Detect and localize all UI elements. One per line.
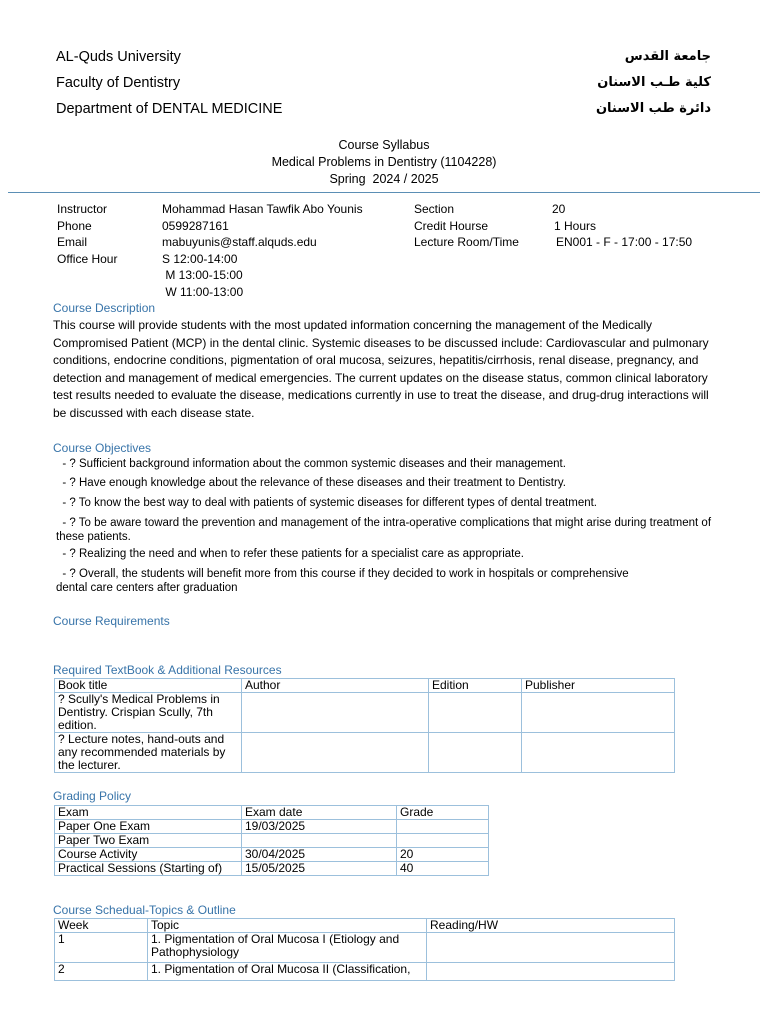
exam-date-cell: 19/03/2025 <box>242 820 397 834</box>
week-cell: 2 <box>55 963 148 981</box>
table-header-row <box>55 679 675 693</box>
table-row <box>55 733 675 773</box>
table-row <box>55 820 489 834</box>
objective-item: - ? To be aware toward the prevention and management of the intra-operative complications that might arise during treatment of these patients. <box>56 517 715 543</box>
room-value: EN001 - F - 17:00 - 17:50 <box>556 235 693 249</box>
col-grade: Grade <box>397 806 489 820</box>
info-values-right <box>552 201 692 251</box>
grade-cell <box>397 820 489 834</box>
grade-cell: 20 <box>397 848 489 862</box>
table-row <box>55 933 675 963</box>
col-publisher: Publisher <box>522 679 675 693</box>
objective-item: - ? Realizing the need and when to refer these patients for a specialist care as appropriate. <box>56 548 524 560</box>
exam-cell: Course Activity <box>55 848 242 862</box>
col-topic: Topic <box>148 919 427 933</box>
room-label: Lecture Room/Time <box>414 235 519 249</box>
col-edition: Edition <box>429 679 522 693</box>
exam-date-cell <box>242 834 397 848</box>
faculty-name-ar: كلية طـب الاسنان <box>597 75 711 90</box>
table-row <box>55 963 675 981</box>
phone-label: Phone <box>57 218 92 233</box>
grading-table <box>54 805 489 876</box>
col-exam-date: Exam date <box>242 806 397 820</box>
info-values-left <box>162 201 363 300</box>
textbook-table <box>54 678 675 773</box>
phone-value: 0599287161 <box>162 218 229 233</box>
objective-item: - ? To know the best way to deal with patients of systemic diseases for different types of dental treatment. <box>56 497 597 509</box>
reading-cell <box>427 963 675 981</box>
grading-heading: Grading Policy <box>53 789 132 803</box>
exam-date-cell: 15/05/2025 <box>242 862 397 876</box>
edition-cell <box>429 693 522 733</box>
publisher-cell <box>522 733 675 773</box>
info-labels-right <box>414 201 519 251</box>
office-hour-2: M 13:00-15:00 <box>162 268 243 282</box>
objective-item: - ? Sufficient background information about the common systemic diseases and their management. <box>56 458 566 470</box>
objective-item: - ? Overall, the students will benefit more from this course if they decided to work in hospitals or comprehensive dental care centers after graduation <box>56 568 632 594</box>
table-row <box>55 693 675 733</box>
instructor-value: Mohammad Hasan Tawfik Abo Younis <box>162 202 363 216</box>
course-title: Medical Problems in Dentistry (1104228) <box>271 155 497 169</box>
topic-cell: 1. Pigmentation of Oral Mucosa II (Classification, <box>148 963 427 981</box>
col-exam: Exam <box>55 806 242 820</box>
header-divider <box>8 192 760 193</box>
credit-value: 1 Hours <box>554 218 597 233</box>
university-name: AL-Quds University <box>56 49 181 65</box>
reading-cell <box>427 933 675 963</box>
book-title-cell: ? Lecture notes, hand-outs and any recommended materials by the lecturer. <box>55 733 242 773</box>
title-line-1: Course Syllabus <box>338 138 430 152</box>
col-author: Author <box>242 679 429 693</box>
syllabus-title <box>0 137 768 188</box>
description-heading: Course Description <box>53 301 156 315</box>
office-hour-1: S 12:00-14:00 <box>162 251 238 266</box>
objectives-heading: Course Objectives <box>53 441 152 455</box>
topic-cell: 1. Pigmentation of Oral Mucosa I (Etiology and Pathophysiology <box>148 933 427 963</box>
col-reading: Reading/HW <box>427 919 675 933</box>
exam-cell: Practical Sessions (Starting of) <box>55 862 242 876</box>
requirements-heading: Course Requirements <box>53 614 170 628</box>
section-label: Section <box>414 202 455 216</box>
table-row <box>55 848 489 862</box>
info-labels-left <box>57 201 117 267</box>
department-name-ar: دائرة طب الاسنان <box>595 101 711 116</box>
credit-label: Credit Hourse <box>414 218 489 233</box>
office-hour-label: Office Hour <box>57 251 118 266</box>
grade-cell <box>397 834 489 848</box>
author-cell <box>242 693 429 733</box>
table-header-row <box>55 806 489 820</box>
book-title-cell: ? Scully's Medical Problems in Dentistry. Crispian Scully, 7th edition. <box>55 693 242 733</box>
semester: Spring 2024 / 2025 <box>329 172 439 186</box>
university-name-ar: جامعة القدس <box>624 49 711 64</box>
textbook-heading: Required TextBook & Additional Resources <box>53 663 282 677</box>
section-value: 20 <box>552 202 566 216</box>
publisher-cell <box>522 693 675 733</box>
instructor-label: Instructor <box>57 202 108 216</box>
exam-cell: Paper One Exam <box>55 820 242 834</box>
table-row <box>55 862 489 876</box>
col-week: Week <box>55 919 148 933</box>
header-right <box>596 44 711 122</box>
author-cell <box>242 733 429 773</box>
table-row <box>55 834 489 848</box>
week-cell: 1 <box>55 933 148 963</box>
objective-item: - ? Have enough knowledge about the relevance of these diseases and their treatment to Dentistry. <box>56 477 566 489</box>
faculty-name: Faculty of Dentistry <box>56 75 181 91</box>
header-left <box>56 44 282 122</box>
exam-cell: Paper Two Exam <box>55 834 242 848</box>
office-hour-3: W 11:00-13:00 <box>162 284 244 299</box>
schedule-heading: Course Schedual-Topics & Outline <box>53 903 236 917</box>
email-value: mabuyunis@staff.alquds.edu <box>162 235 317 249</box>
grade-cell: 40 <box>397 862 489 876</box>
exam-date-cell: 30/04/2025 <box>242 848 397 862</box>
description-text: This course will provide students with the most updated information concerning the management of the Medically Compromised Patient (MCP) in the dental clinic. Systemic diseases to be discussed include: Cardiovascular and pulmonary conditions, endocrine conditions, pigmentation of oral mucosa, seizures, hepatitis/cirrhosis, renal disease, pregnancy, and detection and management of medical emergencies. The current updates on the disease status, common clinical laboratory test results needed to evaluate the disease, medications currently in use to treat the disease, and drug-drug interactions will be discussed with each disease state. <box>53 318 709 420</box>
department-name: Department of DENTAL MEDICINE <box>56 101 283 117</box>
table-header-row <box>55 919 675 933</box>
schedule-table <box>54 918 675 981</box>
email-label: Email <box>57 235 88 249</box>
col-book-title: Book title <box>55 679 242 693</box>
edition-cell <box>429 733 522 773</box>
